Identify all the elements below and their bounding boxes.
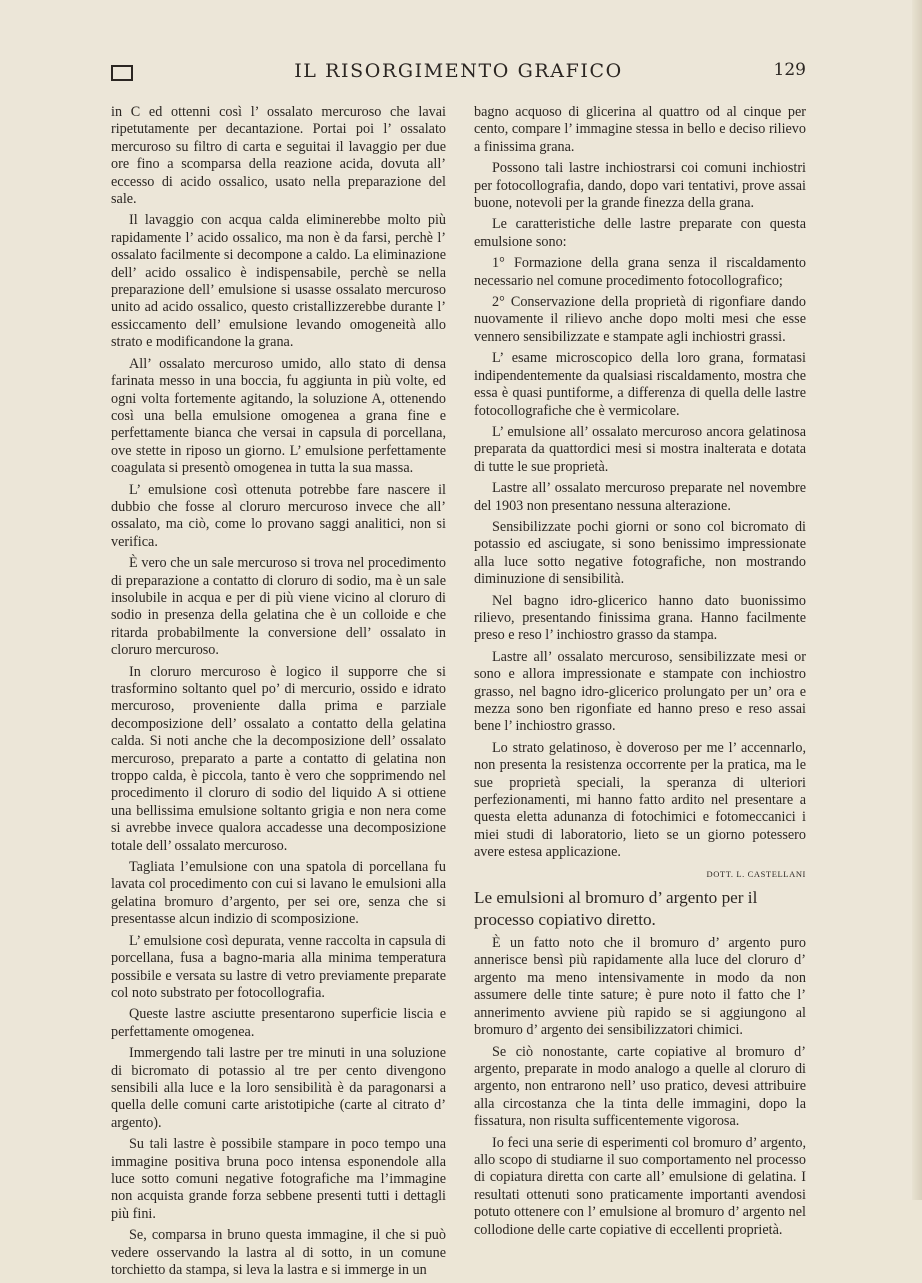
paragraph: È un fatto noto che il bromuro d’ argento puro annerisce bensì più rapidamente alla luce del cloruro d’ argento ma meno intensivamente in modo da non assumere delle tinte sature; è pure noto il fatto che l’ annerimento avviene più rapido se si aggiungono al bromuro d’ argento dei sensibilizzatori chimici.	[474, 935, 806, 1039]
article-title: Le emulsioni al bromuro d’ argento per il processo copiativo diretto.	[474, 888, 758, 930]
paragraph: Il lavaggio con acqua calda eliminerebbe molto più rapidamente l’ acido ossalico, ma non è da farsi, perchè l’ ossalato facilmente si decompone a caldo. La eliminazione dell’ acido ossalico è indispensabile, perchè se nella preparazione dell’ emulsione si usasse ossalato mercuroso unito ad acido ossalico, questo cristallizzerebbe durante l’ essiccamento dell’ emulsione levando omogeneità allo strato e modificandone la grana.	[111, 212, 446, 351]
paragraph: Lastre all’ ossalato mercuroso, sensibilizzate mesi or sono e allora impressionate e stampate con inchiostro grasso, nel bagno idro-glicerico prolungato per un’ ora e mezza sono ben rigonfiate ed hanno preso e reso assai bene l’ inchiostro grasso.	[474, 648, 806, 735]
list-item: 1° Formazione della grana senza il riscaldamento necessario nel comune procedimento fotocollografico;	[474, 255, 806, 289]
paragraph: Sensibilizzate pochi giorni or sono col bicromato di potassio ed asciugate, si sono benissimo impressionate alla luce sotto negative fotografiche, non mostrando diminuzione di sensibilità.	[474, 518, 806, 588]
paragraph: Nel bagno idro-glicerico hanno dato buonissimo rilievo, presentando finissima grana. Hanno facilmente preso e reso l’ inchiostro grasso da stampa.	[474, 592, 806, 644]
paragraph: bagno acquoso di glicerina al quattro od al cinque per cento, compare l’ immagine stessa in bello e deciso rilievo a finissima grana.	[474, 104, 806, 155]
paragraph: in C ed ottenni così l’ ossalato mercuroso che lavai ripetutamente per decantazione. Portai poi l’ ossalato mercuroso su filtro di carta e seguitai il lavaggio per due ore fino a scomparsa della reazione acida, dovuta all’ eccesso di acido ossalico, usato nella preparazione del sale.	[111, 104, 446, 208]
right-column	[474, 104, 806, 1243]
author-signature: DOTT. L. CASTELLANI	[706, 868, 806, 879]
paragraph: Possono tali lastre inchiostrarsi coi comuni inchiostri per fotocollografia, dando, dopo vari tentativi, prove assai buone, notevoli per la grande finezza della grana.	[474, 160, 806, 212]
paragraph: L’ emulsione all’ ossalato mercuroso ancora gelatinosa preparata da quattordici mesi si mostra inalterata e dotata di tutte le sue proprietà.	[474, 423, 806, 475]
paragraph: Se ciò nonostante, carte copiative al bromuro d’ argento, preparate in modo analogo a quelle al cloruro di argento, non entrarono nell’ uso pratico, devesi attribuire alla circostanza che la tinta delle immagini, dopo la fissatura, non risulta sufficentemente vigorosa.	[474, 1043, 806, 1130]
paragraph: Queste lastre asciutte presentarono superficie liscia e perfettamente omogenea.	[111, 1006, 446, 1040]
paragraph: Le caratteristiche delle lastre preparate con questa emulsione sono:	[474, 216, 806, 250]
paragraph: Io feci una serie di esperimenti col bromuro d’ argento, allo scopo di studiarne il suo comportamento nel processo di copiatura diretta con carte all’ emulsione di gelatina. I resultati ottenuti sono praticamente importanti avendosi potuto ottenere con l’ emulsione al bromuro d’ argento nel collodione delle carte copiative di eccellenti proprietà.	[474, 1134, 806, 1238]
paragraph: Se, comparsa in bruno questa immagine, il che si può vedere osservando la lastra al di sotto, in un comune torchietto da stampa, si leva la lastra e si immerge in un	[111, 1227, 446, 1278]
running-title: IL RISORGIMENTO GRAFICO	[294, 60, 623, 82]
list-item: 2° Conservazione della proprietà di rigonfiare dando nuovamente il rilievo anche dopo molti mesi che esse vennero sensibilizzate e stampate agli inchiostri grassi.	[474, 294, 806, 345]
page-number: 129	[773, 60, 806, 80]
paragraph: Tagliata l’emulsione con una spatola di porcellana fu lavata col procedimento con cui si lavano le emulsioni alla gelatina bromuro d’argento, per sei ore, senza che si presentasse alcun indizio di scomposizione.	[111, 859, 446, 928]
paragraph: In cloruro mercuroso è logico il supporre che si trasformino soltanto quel po’ di mercurio, ossido e idrato mercuroso, proveniente dalla prima e parziale decomposizione dell’ ossalato a contatto della gelatina calda. Si noti anche che la decomposizione dell’ ossalato mercuroso, preparato a parte a contatto di gelatina non troppo calda, è piccola, tanto è vero che sopprimendo nel procedimento il cloruro di sodio del liquido A si ottiene una bellissima emulsione soltanto grigia e non nera come si avrebbe invece qualora accadesse una decomposizione totale dell’ ossalato mercuroso.	[111, 663, 446, 854]
paragraph: Su tali lastre è possibile stampare in poco tempo una immagine positiva bruna poco intensa esponendole alla luce sotto comuni negative fotografiche ma l’immagine non acquista grande forza sebbene presenti tutti i dettagli più fini.	[111, 1136, 446, 1222]
paragraph: È vero che un sale mercuroso si trova nel procedimento di preparazione a contatto di cloruro di sodio, ma è un sale insolubile in acqua e per di più viene vicino al cloruro di sodio in presenza della gelatina che è un colloide e che ritarda probabilmente la conversione dell’ ossalato in cloruro mercuroso.	[111, 555, 446, 659]
paragraph: Lastre all’ ossalato mercuroso preparate nel novembre del 1903 non presentano nessuna alterazione.	[474, 480, 806, 514]
paragraph: All’ ossalato mercuroso umido, allo stato di densa farinata messo in una boccia, fu aggiunta in più volte, ed ogni volta fortemente agitando, la soluzione A, ottenendo così una bella emulsione omogenea a grana fine e perfettamente bianca che versai in capsula di porcellana, ove stette in riposo un giorno. L’ emulsione perfettamente coagulata si presentò omogenea in tutta la sua massa.	[111, 355, 446, 477]
page-edge	[912, 0, 922, 1200]
paragraph: Immergendo tali lastre per tre minuti in una soluzione di bicromato di potassio al tre per cento divengono sensibili alla luce e la loro sensibilità è da paragonarsi a quella delle comuni carte aristotipiche (carte al citrato d’ argento).	[111, 1045, 446, 1131]
paragraph: Lo strato gelatinoso, è doveroso per me l’ accennarlo, non presenta la resistenza occorrente per la pratica, ma le sue proprietà speciali, la speranza di ulteriori perfezionamenti, mi hanno fatto ardito nel presentare a questa eletta adunanza di fotochimici e fotomeccanici i miei studi di laboratorio, lieto se un giorno potessero avere estesa applicazione.	[474, 739, 806, 861]
page-header	[111, 60, 806, 86]
paragraph: L’ esame microscopico della loro grana, formatasi indipendentemente da qualsiasi riscaldamento, mostra che essa è quasi puntiforme, a differenza di quella delle lastre fotocollografiche che è vermicolare.	[474, 350, 806, 419]
paragraph: L’ emulsione così ottenuta potrebbe fare nascere il dubbio che fosse al cloruro mercuroso invece che all’ ossalato, ma ciò, come lo provano saggi analitici, non si verifica.	[111, 481, 446, 550]
left-column	[111, 104, 446, 1283]
paragraph: L’ emulsione così depurata, venne raccolta in capsula di porcellana, fusa a bagno-maria alla minima temperatura possibile e versata su lastre di vetro previamente preparate col noto substrato per fotocollografia.	[111, 932, 446, 1001]
